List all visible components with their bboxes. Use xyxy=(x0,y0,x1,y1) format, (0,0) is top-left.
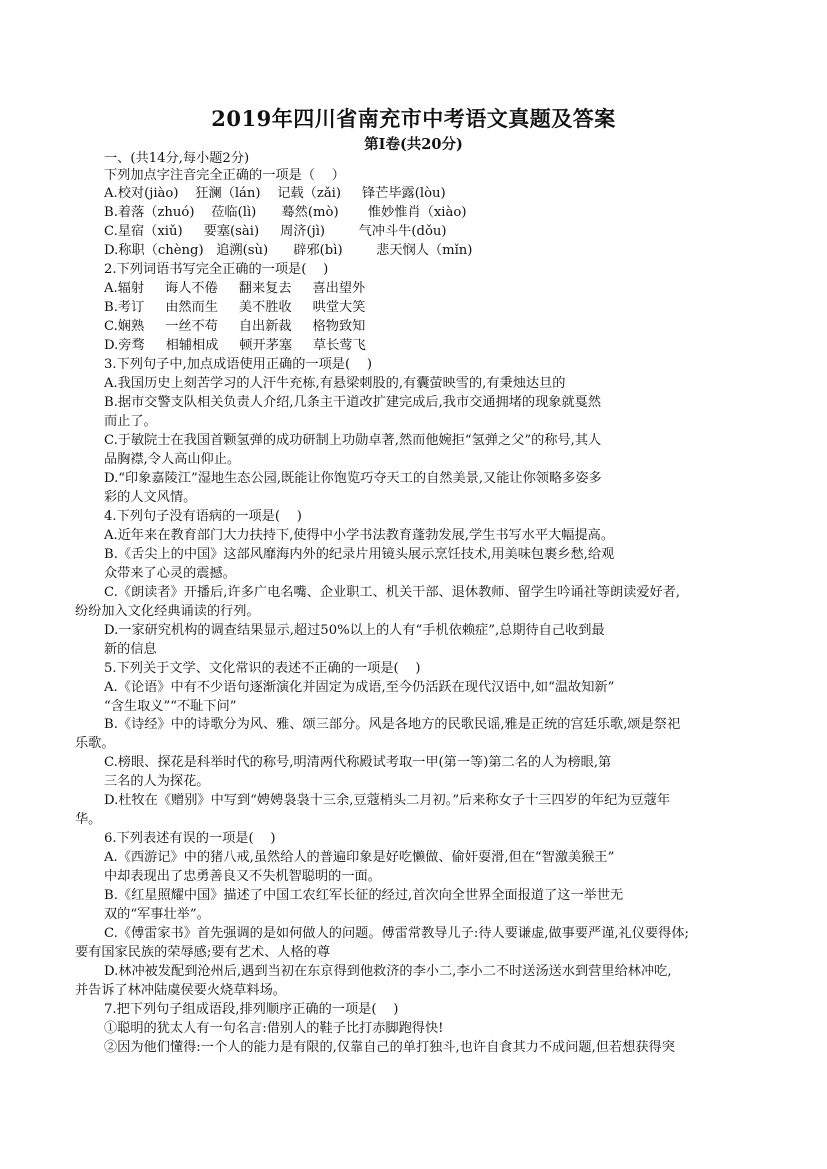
text-line: ②因为他们懂得:一个人的能力是有限的,仅靠自己的单打独斗,也许自食其力不成问题,但若想获得突 xyxy=(104,1040,675,1055)
text-line: 纷纷加入文化经典诵读的行列。 xyxy=(75,604,260,619)
text-line: “含生取义”“不耻下问” xyxy=(104,699,237,714)
text-line: 众带来了心灵的震撼。 xyxy=(104,566,236,581)
text-line: 而止了。 xyxy=(104,414,157,429)
text-line: 5.下列关于文学、文化常识的表述不正确的一项是( ) xyxy=(104,661,421,676)
text-line: D.“印象嘉陵江”湿地生态公园,既能让你饱览巧夺天工的自然美景,又能让你领略多姿多 xyxy=(104,471,602,486)
text-line: 华。 xyxy=(75,812,102,827)
text-line: 中却表现出了忠勇善良又不失机智聪明的一面。 xyxy=(104,869,381,884)
text-line: 乐歌。 xyxy=(75,736,115,751)
text-line: C.榜眼、探花是科举时代的称号,明清两代称殿试考取一甲(第一等)第二名的人为榜眼,第 xyxy=(104,755,612,770)
text-line: A.辐射 诲人不倦 翻来复去 喜出望外 xyxy=(104,281,366,296)
text-line: ①聪明的犹太人有一句名言:借别人的鞋子比打赤脚跑得快! xyxy=(104,1021,444,1036)
text-line: A.近年来在教育部门大力扶持下,使得中小学书法教育蓬勃发展,学生书写水平大幅提高。 xyxy=(104,528,615,543)
text-line: 要有国家民族的荣辱感;要有艺术、人格的尊 xyxy=(75,945,331,960)
text-line: B.《舌尖上的中国》这部风靡海内外的纪录片用镜头展示烹饪技术,用美味包裹乡愁,给观 xyxy=(104,547,615,562)
text-line: 三名的人为探花。 xyxy=(104,774,210,789)
text-line: D.旁骛 相辅相成 顿开茅塞 草长莺飞 xyxy=(104,338,366,353)
text-line: B.据市交警支队相关负责人介绍,几条主干道改扩建完成后,我市交通拥堵的现象就戛然 xyxy=(104,395,602,410)
text-line: 双的“军事壮举”。 xyxy=(104,907,210,922)
text-line: C.于敏院士在我国首颗氢弹的成功研制上功勋卓著,然而他婉拒“氢弹之父”的称号,其人 xyxy=(104,433,602,448)
text-line: B.考订 由然而生 美不胜收 哄堂大笑 xyxy=(104,300,366,315)
text-line: A.《论语》中有不少语句逐渐演化并固定为成语,至今仍活跃在现代汉语中,如“温故知新” xyxy=(104,680,615,695)
text-line: 3.下列句子中,加点成语使用正确的一项是( ) xyxy=(104,357,373,372)
text-line: 4.下列句子没有语病的一项是( ) xyxy=(104,509,302,524)
text-line: 彩的人文风情。 xyxy=(104,490,197,505)
text-line: 品胸襟,令人高山仰止。 xyxy=(104,452,241,467)
text-line: 7.把下列句子组成语段,排列顺序正确的一项是( ) xyxy=(104,1002,399,1017)
section-heading: 第Ⅰ卷(共20分) xyxy=(364,136,463,153)
document-title: 2019年四川省南充市中考语文真题及答案 xyxy=(211,106,616,131)
text-line: A.《西游记》中的猪八戒,虽然给人的普遍印象是好吃懒做、偷奸耍滑,但在“智激美猴王” xyxy=(104,850,615,865)
text-line: D.一家研究机构的调查结果显示,超过50%以上的人有“手机依赖症”,总期待自己收到最 xyxy=(104,623,605,638)
text-line: C.星宿（xiǔ) 要塞(sài) 周济(jì) 气冲斗牛(dǒu) xyxy=(104,224,447,239)
text-line: A.校对(jiào) 狂澜（lán) 记载（zǎi) 锋芒毕露(lòu) xyxy=(104,186,446,201)
text-line: D.杜牧在《赠别》中写到“娉娉袅袅十三余,豆蔻梢头二月初。”后来称女子十三四岁的年纪为豆蔻年 xyxy=(104,793,671,808)
text-line: 新的信息 xyxy=(104,642,157,657)
text-line: 2.下列词语书写完全正确的一项是( ) xyxy=(104,262,329,277)
text-line: 下列加点字注音完全正确的一项是（ ） xyxy=(104,168,345,183)
text-line: D.称职（chèng) 追溯(sù) 辟邪(bì) 悲天悯人（mǐn) xyxy=(104,243,473,258)
text-line: B.着落（zhuó) 莅临(lì) 蓦然(mò) 惟妙惟肖（xiào) xyxy=(104,205,467,220)
text-line: C.娴熟 一丝不苟 自出新裁 格物致知 xyxy=(104,319,366,334)
text-line: 6.下列表述有误的一项是( ) xyxy=(104,831,276,846)
text-line: D.林冲被发配到沧州后,遇到当初在东京得到他救济的李小二,李小二不时送汤送水到营里给林冲吃, xyxy=(104,964,672,979)
text-line: C.《朗读者》开播后,许多广电名嘴、企业职工、机关干部、退休教师、留学生吟诵社等朗读爱好者, xyxy=(104,585,681,600)
text-line: C.《傅雷家书》首先强调的是如何做人的问题。傅雷常教导儿子:待人要谦虚,做事要严谨,礼仪要得体; xyxy=(104,926,689,941)
text-line: 并告诉了林冲陆虞侯要火烧草料场。 xyxy=(75,983,286,998)
text-line: B.《诗经》中的诗歌分为风、雅、颂三部分。风是各地方的民歌民谣,雅是正统的宫廷乐歌,颂是祭祀 xyxy=(104,717,681,732)
text-line: A.我国历史上刻苦学习的人汗牛充栋,有悬梁刺股的,有囊萤映雪的,有秉烛达旦的 xyxy=(104,376,566,391)
text-line: 一、(共14分,每小题2分) xyxy=(104,151,250,166)
text-line: B.《红星照耀中国》描述了中国工农红军长征的经过,首次向全世界全面报道了这一举世无 xyxy=(104,888,624,903)
